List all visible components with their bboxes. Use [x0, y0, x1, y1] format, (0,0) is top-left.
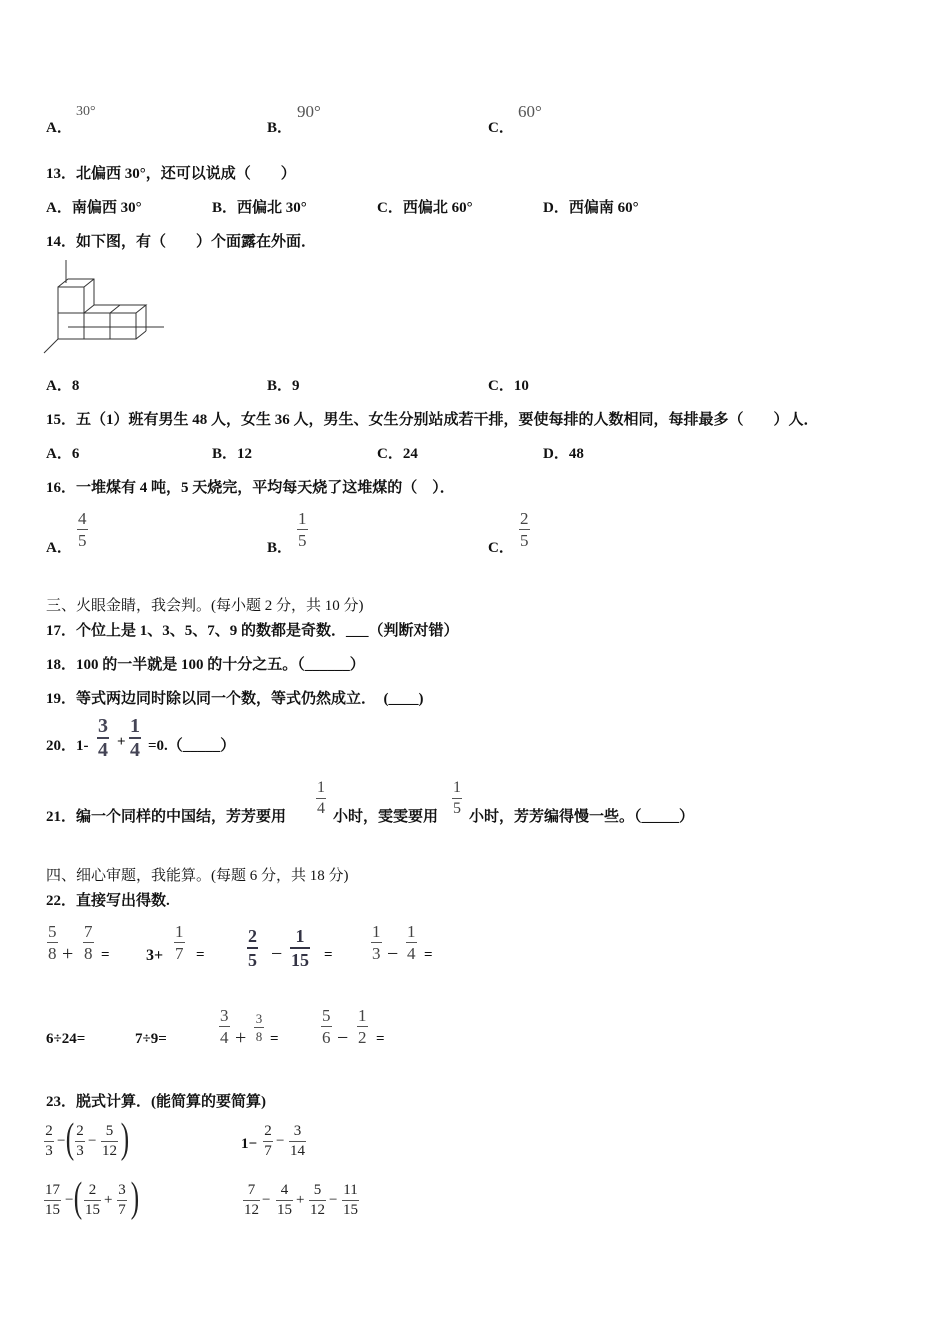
- numerator: 3: [98, 715, 108, 737]
- q22-e1-operator: +: [62, 943, 74, 965]
- q22-e3-fraction-a: [247, 927, 258, 969]
- q23-e1-fraction-c: [101, 1124, 118, 1159]
- denominator: 8: [48, 944, 57, 963]
- q22-e2-lead: 3+: [146, 947, 164, 964]
- q15-option-b: B．12: [212, 446, 253, 462]
- q13-option-a: A．南偏西 30°: [46, 200, 142, 216]
- denominator: 4: [407, 944, 416, 963]
- q20-plus: +: [117, 734, 126, 750]
- numerator: 2: [76, 1123, 84, 1139]
- q23-e1-fraction-b: [75, 1124, 85, 1159]
- q23-e3-fraction-a: [44, 1183, 61, 1218]
- numerator: 1: [372, 922, 381, 941]
- numerator: 5: [313, 1182, 322, 1198]
- q22-e6: 7÷9=: [135, 1031, 167, 1047]
- q23-stem: 23．脱式计算．(能简算的要简算): [46, 1094, 266, 1110]
- q20-fraction-1: [97, 716, 109, 760]
- numerator: 1: [298, 509, 307, 528]
- q22-e1-fraction-a: [47, 923, 58, 962]
- q12-option-b-letter: B．: [267, 120, 293, 136]
- numerator: 1: [175, 922, 184, 941]
- q15-option-d: D．48: [543, 446, 584, 462]
- q22-e8-fraction-a: [321, 1007, 332, 1046]
- numerator: 1: [358, 1006, 367, 1025]
- q23-e2-fraction-a: [263, 1124, 273, 1159]
- q23-e4-fraction-a: [243, 1183, 260, 1218]
- q16-option-c-letter: C．: [488, 540, 514, 556]
- q20-fraction-2: [129, 716, 141, 760]
- numerator: 4: [78, 509, 87, 528]
- denominator: 8: [84, 944, 93, 963]
- q23-e1-operator: −: [57, 1133, 66, 1149]
- q23-e1-left-paren: (: [65, 1116, 75, 1162]
- q22-e2-fraction-b: [174, 923, 185, 962]
- q23-e1-operator-2: −: [88, 1133, 97, 1149]
- q23-e4-operator: −: [262, 1192, 271, 1208]
- q22-e4-fraction-b: [406, 923, 417, 962]
- q22-e7-fraction-a: [219, 1007, 230, 1046]
- denominator: 3: [372, 944, 381, 963]
- q23-e3-fraction-b: [84, 1183, 101, 1218]
- q22-e7-operator: +: [235, 1027, 247, 1049]
- q21-fraction-1: [316, 780, 326, 817]
- q22-e3-operator: −: [271, 943, 283, 965]
- denominator: 5: [78, 531, 87, 550]
- q16-option-a-fraction: [77, 510, 88, 549]
- denominator: 7: [118, 1202, 126, 1218]
- numerator: 3: [293, 1123, 302, 1139]
- q21-text-b: 小时，雯雯要用: [333, 809, 439, 825]
- q22-e2-equals: =: [196, 947, 205, 963]
- q20-suffix: =0.（_____）: [148, 738, 236, 754]
- q22-e8-operator: −: [337, 1027, 349, 1049]
- denominator: 15: [277, 1202, 292, 1218]
- q12-option-c-letter: C．: [488, 120, 514, 136]
- numerator: 2: [88, 1182, 97, 1198]
- denominator: 15: [85, 1202, 100, 1218]
- denominator: 5: [298, 531, 307, 550]
- denominator: 2: [358, 1028, 367, 1047]
- q22-e8-fraction-b: [357, 1007, 368, 1046]
- numerator: 4: [280, 1182, 289, 1198]
- denominator: 5: [520, 531, 529, 550]
- q22-stem: 22．直接写出得数.: [46, 893, 170, 909]
- q12-option-a-letter: A．: [46, 120, 72, 136]
- q23-e1-fraction-a: [44, 1124, 54, 1159]
- q22-e4-operator: −: [387, 943, 399, 965]
- q22-e7-fraction-b: [254, 1012, 264, 1043]
- q14-option-c: C．10: [488, 378, 529, 394]
- q12-option-c-angle: 60°: [518, 102, 542, 121]
- section4-title: 四、细心审题，我能算。(每题 6 分，共 18 分): [46, 868, 349, 884]
- numerator: 3: [220, 1006, 229, 1025]
- q23-e2-fraction-b: [289, 1124, 306, 1159]
- denominator: 4: [130, 739, 140, 761]
- q23-e4-fraction-b: [276, 1183, 293, 1218]
- denominator: 15: [343, 1202, 358, 1218]
- denominator: 3: [45, 1143, 53, 1159]
- denominator: 12: [310, 1202, 325, 1218]
- q23-e4-operator-2: +: [296, 1192, 305, 1208]
- q14-option-a: A．8: [46, 378, 80, 394]
- numerator: 7: [247, 1182, 256, 1198]
- q13-option-d: D．西偏南 60°: [543, 200, 639, 216]
- denominator: 4: [220, 1028, 229, 1047]
- denominator: 3: [76, 1143, 84, 1159]
- q18: 18．100 的一半就是 100 的十分之五。（______）: [46, 657, 365, 673]
- q22-e5: 6÷24=: [46, 1031, 86, 1047]
- numerator: 2: [248, 926, 257, 946]
- q15-stem: 15．五（1）班有男生 48 人，女生 36 人，男生、女生分别站成若干排，要使每排的人数相同，每排最多（ ）人．: [46, 412, 819, 428]
- q21-text-c: 小时，芳芳编得慢一些。（_____）: [469, 809, 695, 825]
- denominator: 6: [322, 1028, 331, 1047]
- numerator: 2: [520, 509, 529, 528]
- denominator: 8: [255, 1029, 263, 1044]
- q14-stem: 14．如下图，有（ ）个面露在外面．: [46, 234, 317, 250]
- q23-e2-operator: −: [276, 1133, 285, 1149]
- q13-option-c: C．西偏北 60°: [377, 200, 473, 216]
- q22-e3-equals: =: [324, 947, 333, 963]
- numerator: 5: [105, 1123, 114, 1139]
- denominator: 14: [290, 1143, 305, 1159]
- q23-e3-fraction-c: [117, 1183, 127, 1218]
- q22-e4-equals: =: [424, 947, 433, 963]
- q21-text-a: 21．编一个同样的中国结，芳芳要用: [46, 809, 287, 825]
- q23-e2-lead: 1−: [241, 1136, 258, 1152]
- numerator: 1: [453, 779, 461, 796]
- numerator: 1: [407, 922, 416, 941]
- q15-option-c: C．24: [377, 446, 418, 462]
- q23-e1-right-paren: ): [120, 1116, 130, 1162]
- denominator: 4: [98, 739, 108, 761]
- numerator: 1: [130, 715, 140, 737]
- q16-stem: 16．一堆煤有 4 吨，5 天烧完，平均每天烧了这堆煤的（ ）．: [46, 480, 455, 496]
- q23-e3-right-paren: ): [130, 1175, 140, 1221]
- q16-option-b-letter: B．: [267, 540, 293, 556]
- q22-e1-fraction-b: [83, 923, 94, 962]
- q21-fraction-2: [452, 780, 462, 817]
- q12-option-a-angle: 30°: [76, 104, 96, 119]
- numerator: 3: [118, 1182, 126, 1198]
- q14-option-b: B．9: [267, 378, 300, 394]
- q16-option-a-letter: A．: [46, 540, 72, 556]
- numerator: 11: [343, 1182, 358, 1198]
- q16-option-c-fraction: [519, 510, 530, 549]
- q20-prefix: 20．1-: [46, 738, 89, 754]
- q23-e4-operator-3: −: [329, 1192, 338, 1208]
- denominator: 5: [453, 800, 461, 817]
- numerator: 3: [255, 1011, 263, 1026]
- numerator: 1: [317, 779, 325, 796]
- cube-figure: [40, 255, 170, 360]
- numerator: 2: [45, 1123, 53, 1139]
- numerator: 5: [48, 922, 57, 941]
- numerator: 1: [295, 926, 305, 946]
- q23-e3-operator: −: [65, 1192, 74, 1208]
- numerator: 2: [264, 1123, 272, 1139]
- q22-e4-fraction-a: [371, 923, 382, 962]
- denominator: 7: [175, 944, 184, 963]
- q23-e4-fraction-d: [342, 1183, 359, 1218]
- q16-option-b-fraction: [297, 510, 308, 549]
- q13-stem: 13．北偏西 30°，还可以说成（ ）: [46, 166, 296, 182]
- denominator: 7: [264, 1143, 272, 1159]
- q23-e4-fraction-c: [309, 1183, 326, 1218]
- q22-e8-equals: =: [376, 1031, 385, 1047]
- q15-option-a: A．6: [46, 446, 80, 462]
- q12-option-b-angle: 90°: [297, 102, 321, 121]
- denominator: 15: [291, 950, 309, 970]
- denominator: 15: [45, 1202, 60, 1218]
- numerator: 17: [45, 1182, 60, 1198]
- q13-option-b: B．西偏北 30°: [212, 200, 307, 216]
- denominator: 4: [317, 800, 325, 817]
- q23-e3-left-paren: (: [73, 1175, 83, 1221]
- denominator: 12: [102, 1143, 117, 1159]
- section3-title: 三、火眼金睛，我会判。(每小题 2 分，共 10 分): [46, 598, 364, 614]
- q23-e3-operator-2: +: [104, 1192, 113, 1208]
- q22-e3-fraction-b: [290, 927, 310, 969]
- numerator: 5: [322, 1006, 331, 1025]
- numerator: 7: [84, 922, 93, 941]
- denominator: 12: [244, 1202, 259, 1218]
- q17: 17．个位上是 1、3、5、7、9 的数都是奇数．___（判断对错）: [46, 623, 459, 639]
- q19: 19．等式两边同时除以同一个数，等式仍然成立． (____): [46, 691, 424, 707]
- denominator: 5: [248, 950, 257, 970]
- q22-e1-equals: =: [101, 947, 110, 963]
- q22-e7-equals: =: [270, 1031, 279, 1047]
